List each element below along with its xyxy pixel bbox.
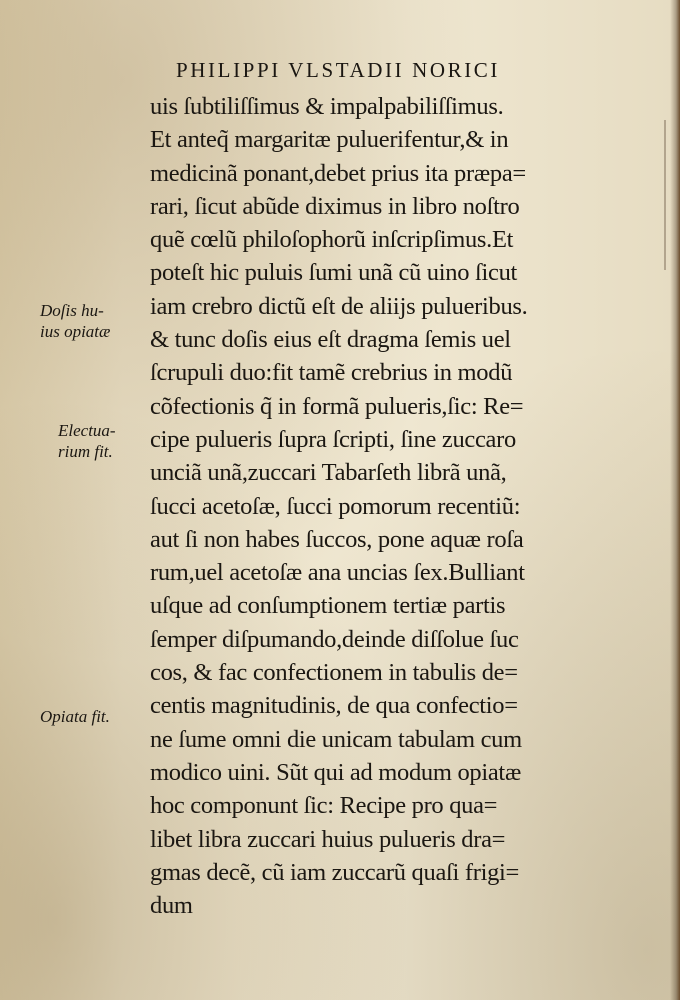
margin-note-line: rium fit.: [58, 442, 113, 461]
text-line: hoc componunt ſic: Recipe pro qua=: [150, 792, 498, 820]
text-line: centis magnitudinis, de qua confectio=: [150, 692, 518, 720]
text-line: cipe pulueris ſupra ſcripti, ſine zuccaro: [150, 425, 516, 453]
text-line: ſcrupuli duo:fit tamẽ crebrius in modũ: [150, 359, 513, 387]
text-line: gmas decẽ, cũ iam zuccarũ quaſi frigi=: [150, 858, 520, 886]
text-line: uis ſubtiliſſimus & impalpabiliſſimus.: [150, 93, 504, 120]
text-line: poteſt hic puluis ſumi unã cũ uino ſicut: [150, 259, 518, 287]
text-line: cos, & fac confectionem in tabulis de=: [150, 659, 518, 687]
text-line: dum: [150, 892, 193, 920]
text-line: modico uini. Sũt qui ad modum opiatæ: [150, 758, 521, 786]
text-line: quẽ cœlũ philoſophorũ inſcripſimus.Et: [150, 226, 514, 254]
text-line: unciã unã,zuccari Tabarſeth librã unã,: [150, 459, 507, 487]
text-line: medicinã ponant,debet prius ita præpa=: [150, 159, 526, 187]
page-edge-shadow: [670, 0, 680, 1000]
text-line: & tunc doſis eius eſt dragma ſemis uel: [150, 326, 511, 354]
margin-note-opiata: [40, 706, 140, 727]
text-line: cõfectionis q̃ in formã pulueris,ſic: Re=: [150, 392, 524, 420]
running-title: PHILIPPI VLSTADII NORICI: [176, 58, 500, 82]
text-line: rum,uel acetoſæ ana uncias ſex.Bulliant: [150, 559, 525, 587]
text-line: ſucci acetoſæ, ſucci pomorum recentiũ:: [150, 492, 521, 520]
margin-note-line: Opiata fit.: [40, 707, 110, 726]
margin-note-line: Doſis hu-: [40, 301, 104, 320]
margin-note-line: Electua-: [58, 421, 116, 440]
text-line: uſque ad conſumptionem tertiæ partis: [150, 592, 506, 620]
text-line: Et anteq̃ margaritæ puluerifentur,& in: [150, 126, 509, 154]
text-line: rari, ſicut abũde diximus in libro noſtro: [150, 192, 520, 220]
gutter-mark: [664, 120, 666, 270]
margin-note-line: ius opiatæ: [40, 322, 111, 341]
text-line: ne ſume omni die unicam tabulam cum: [150, 725, 522, 753]
text-line: libet libra zuccari huius pulueris dra=: [150, 825, 506, 853]
text-line: aut ſi non habes ſuccos, pone aquæ roſa: [150, 525, 524, 553]
text-line: iam crebro dictũ eſt de aliĳs pulueribus.: [150, 292, 528, 320]
body-text: [150, 90, 605, 922]
text-line: ſemper diſpumando,deinde diſſolue ſuc: [150, 625, 519, 653]
margin-note-electuarium: [58, 420, 158, 462]
margin-note-dosis: [40, 300, 140, 342]
